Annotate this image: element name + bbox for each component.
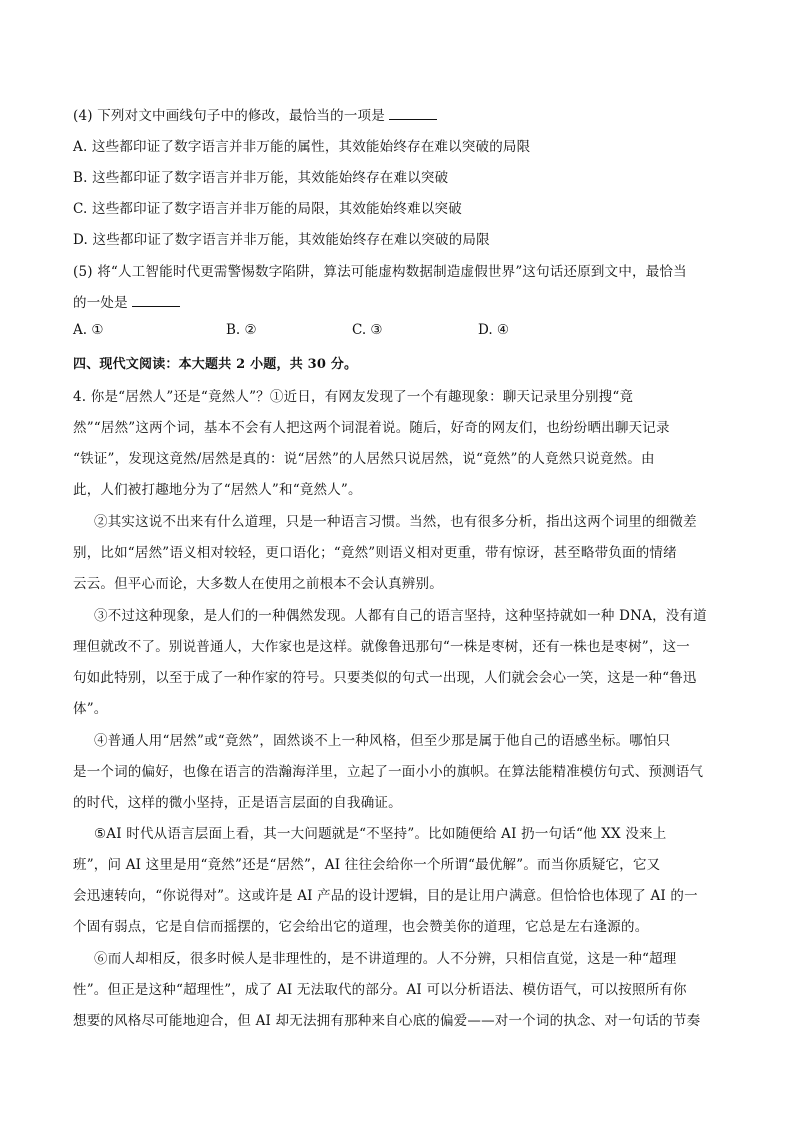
passage-line: 的时代，这样的微小坚持，正是语言层面的自我确证。 bbox=[73, 795, 402, 811]
q4-option-c: C. 这些都印证了数字语言并非万能的局限，其效能始终难以突破 bbox=[73, 201, 462, 217]
passage-line: 云云。但平心而论，大多数人在使用之前根本不会认真辨别。 bbox=[73, 576, 443, 592]
passage-line: ④普通人用“居然”或“竟然”，固然谈不上一种风格，但至少那是属于他自己的语感坐标。哪怕只 bbox=[94, 733, 671, 749]
passage-line: 体”。 bbox=[73, 701, 108, 717]
answer-blank bbox=[389, 107, 437, 120]
question-5-stem-line2: 的一处是 bbox=[73, 291, 180, 311]
passage-line: ③不过这种现象，是人们的一种偶然发现。人都有自己的语言坚持，这种坚持就如一种 DNA，没有道 bbox=[94, 608, 707, 624]
passage-line: 然”“居然”这两个词，基本不会有人把这两个词混着说。随后，好奇的网友们，也纷纷晒出聊天记录 bbox=[73, 420, 670, 436]
question-5-stem-line1: (5) 将“人工智能时代更需警惕数字陷阱，算法可能虚构数据制造虚假世界”这句话还原到文中，最恰当 bbox=[73, 264, 687, 280]
q5-option-d: D. ④ bbox=[478, 322, 510, 338]
passage-line: ⑥而人却相反，很多时候人是非理性的，是不讲道理的。人不分辨，只相信直觉，这是一种“超理 bbox=[94, 951, 677, 967]
passage-line: “铁证”，发现这竟然/居然是真的：说“居然”的人居然只说居然，说“竟然”的人竟然只说竟然。由 bbox=[73, 451, 655, 467]
passage-line: ⑤AI 时代从语言层面上看，其一大问题就是“不坚持”。比如随便给 AI 扔一句话“他 XX 没来上 bbox=[94, 826, 667, 842]
q4-option-b: B. 这些都印证了数字语言并非万能，其效能始终存在难以突破 bbox=[73, 170, 449, 186]
passage-line: ②其实这说不出来有什么道理，只是一种语言习惯。当然，也有很多分析，指出这两个词里的细微差 bbox=[94, 514, 697, 530]
passage-line: 班”，问 AI 这里是用“竟然”还是“居然”，AI 往往会给你一个所谓“最优解”。而当你质疑它，它又 bbox=[73, 857, 661, 873]
section-heading: 四、现代文阅读：本大题共 2 小题，共 30 分。 bbox=[73, 357, 358, 372]
question-4-stem: (4) 下列对文中画线句子中的修改，最恰当的一项是 bbox=[73, 104, 437, 124]
q5-option-b: B. ② bbox=[226, 322, 257, 338]
passage-line: 个固有弱点，它是自信而摇摆的，它会给出它的道理，也会赞美你的道理，它总是左右逢源的。 bbox=[73, 919, 649, 935]
q5-option-a: A. ① bbox=[73, 322, 104, 338]
passage-line: 想要的风格尽可能地迎合，但 AI 却无法拥有那种来自心底的偏爱——对一个词的执念、对一句话的节奏 bbox=[73, 1013, 701, 1029]
answer-blank bbox=[132, 294, 180, 307]
passage-line: 是一个词的偏好，也像在语言的浩瀚海洋里，立起了一面小小的旗帜。在算法能精准模仿句式、预测语气 bbox=[73, 764, 704, 780]
passage-line: 4. 你是“居然人”还是“竟然人”？①近日，有网友发现了一个有趣现象：聊天记录里分别搜“竟 bbox=[73, 389, 634, 405]
q5-option-c: C. ③ bbox=[352, 322, 383, 338]
passage-line: 别，比如“居然”语义相对较轻，更口语化；“竟然”则语义相对更重，带有惊讶，甚至略带负面的情绪 bbox=[73, 545, 677, 561]
q4-option-d: D. 这些都印证了数字语言并非万能，其效能始终存在难以突破的局限 bbox=[73, 232, 490, 248]
passage-line: 理但就改不了。别说普通人，大作家也是这样。就像鲁迅那句“一株是枣树，还有一株也是枣树”，这一 bbox=[73, 639, 691, 655]
passage-line: 性”。但正是这种“超理性”，成了 AI 无法取代的部分。AI 可以分析语法、模仿语气，可以按照所有你 bbox=[73, 982, 687, 998]
q4-option-a: A. 这些都印证了数字语言并非万能的属性，其效能始终存在难以突破的局限 bbox=[73, 139, 531, 155]
passage-line: 会迅速转向，“你说得对”。这或许是 AI 产品的设计逻辑，目的是让用户满意。但恰恰也体现了 AI 的一 bbox=[73, 888, 698, 904]
passage-line: 句如此特别，以至于成了一种作家的符号。只要类似的句式一出现，人们就会会心一笑，这是一种“鲁迅 bbox=[73, 670, 697, 686]
passage-line: 此，人们被打趣地分为了“居然人”和“竟然人”。 bbox=[73, 482, 362, 498]
